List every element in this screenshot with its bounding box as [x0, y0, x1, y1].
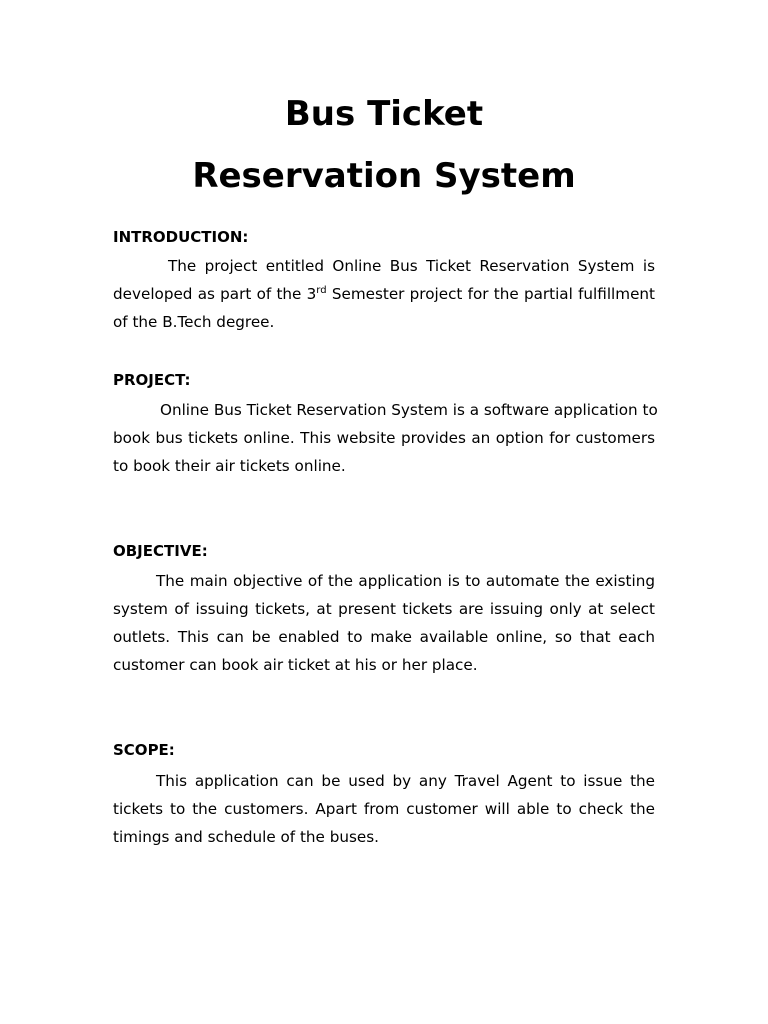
document-title-line-1: Bus Ticket: [284, 94, 484, 134]
scope-paragraph: [113, 767, 655, 851]
scope-line-3: timings and schedule of the buses.: [113, 828, 379, 846]
project-heading: PROJECT:: [113, 371, 191, 389]
objective-paragraph: [113, 567, 655, 679]
objective-line-1: The main objective of the application is to automate the existing: [156, 572, 655, 590]
introduction-line-2-end: Semester project for the partial fulfillment: [326, 285, 655, 303]
introduction-line-2-start: developed as part of the 3: [113, 285, 317, 303]
introduction-line-1: The project entitled Online Bus Ticket Reservation System is: [168, 257, 655, 275]
introduction-heading: INTRODUCTION:: [113, 228, 249, 246]
ordinal-suffix: rd: [316, 284, 327, 296]
project-paragraph: [113, 396, 658, 480]
scope-line-2: tickets to the customers. Apart from customer will able to check the: [113, 800, 655, 818]
introduction-line-2: [113, 280, 655, 308]
objective-line-2: system of issuing tickets, at present tickets are issuing only at select: [113, 600, 655, 618]
objective-line-4: customer can book air ticket at his or her place.: [113, 656, 478, 674]
project-line-2: book bus tickets online. This website provides an option for customers: [113, 429, 655, 447]
document-title-line-2: Reservation System: [192, 156, 576, 196]
project-line-3: to book their air tickets online.: [113, 457, 346, 475]
introduction-paragraph: [113, 252, 655, 336]
scope-line-1: This application can be used by any Travel Agent to issue the: [156, 772, 655, 790]
objective-line-3: outlets. This can be enabled to make available online, so that each: [113, 628, 655, 646]
project-line-1: Online Bus Ticket Reservation System is a software application to: [160, 401, 658, 419]
objective-heading: OBJECTIVE:: [113, 542, 208, 560]
introduction-line-3: of the B.Tech degree.: [113, 313, 275, 331]
scope-heading: SCOPE:: [113, 741, 175, 759]
